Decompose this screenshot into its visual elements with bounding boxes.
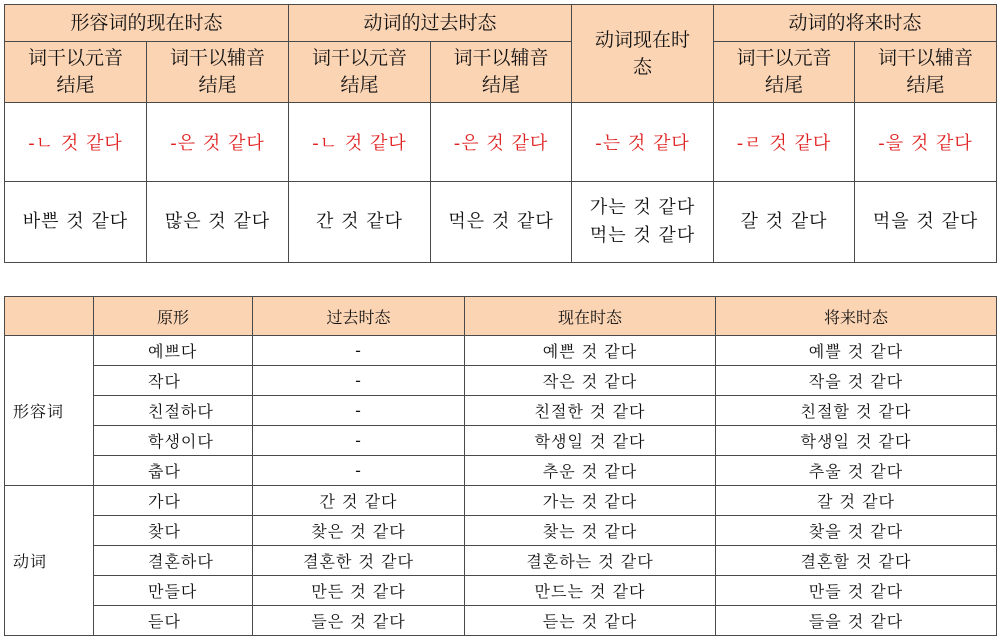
cell-base: 작다 [94, 366, 253, 396]
group-label-adjective: 形容词 [5, 336, 94, 486]
cell-present: 예쁜 것 같다 [465, 336, 716, 366]
subheader-line2: 结尾 [906, 74, 945, 96]
subheader-line1: 词干以辅音 [453, 47, 549, 69]
cell-future: 친절할 것 같다 [716, 396, 997, 426]
cell-future: 학생일 것 같다 [716, 426, 997, 456]
cell-base: 예쁘다 [94, 336, 253, 366]
example-past-vowel: 간 것 같다 [289, 182, 431, 263]
cell-present: 추운 것 같다 [465, 456, 716, 486]
cell-past: 간 것 같다 [253, 486, 465, 516]
subheader-line1: 词干以元音 [736, 47, 832, 69]
cell-past: - [253, 426, 465, 456]
group-label-verb: 动词 [5, 486, 94, 636]
header-empty [5, 297, 94, 336]
subheader-adj-vowel [5, 42, 147, 103]
example-future-vowel: 갈 것 같다 [714, 182, 855, 263]
cell-past: 만든 것 같다 [253, 576, 465, 606]
subheader-line2: 结尾 [482, 74, 521, 96]
cell-future: 갈 것 같다 [716, 486, 997, 516]
cell-present: 듣는 것 같다 [465, 606, 716, 636]
cell-future: 결혼할 것 같다 [716, 546, 997, 576]
example-future-consonant: 먹을 것 같다 [855, 182, 997, 263]
cell-base: 찾다 [94, 516, 253, 546]
header-verb-future: 动词的将来时态 [714, 5, 997, 42]
cell-future: 작을 것 같다 [716, 366, 997, 396]
ending-past-vowel: -ㄴ 것 같다 [289, 103, 431, 182]
ending-present: -는 것 같다 [572, 103, 714, 182]
cell-present: 결혼하는 것 같다 [465, 546, 716, 576]
example-present [572, 182, 714, 263]
cell-future: 추울 것 같다 [716, 456, 997, 486]
example-past-consonant: 먹은 것 같다 [431, 182, 572, 263]
subheader-line2: 结尾 [56, 74, 95, 96]
subheader-line1: 词干以辅音 [878, 47, 974, 69]
cell-present: 만드는 것 같다 [465, 576, 716, 606]
ending-future-consonant: -을 것 같다 [855, 103, 997, 182]
cell-past: - [253, 456, 465, 486]
cell-present: 찾는 것 같다 [465, 516, 716, 546]
cell-future: 예쁠 것 같다 [716, 336, 997, 366]
cell-base: 결혼하다 [94, 546, 253, 576]
ending-future-vowel: -ㄹ 것 같다 [714, 103, 855, 182]
header-future: 将来时态 [716, 297, 997, 336]
word-examples-table [4, 296, 997, 636]
cell-past: - [253, 336, 465, 366]
subheader-future-consonant [855, 42, 997, 103]
subheader-line2: 结尾 [340, 74, 379, 96]
cell-present: 친절한 것 같다 [465, 396, 716, 426]
example-present-line2: 먹는 것 같다 [589, 225, 696, 246]
header-present: 现在时态 [465, 297, 716, 336]
subheader-line1: 词干以元音 [27, 47, 123, 69]
cell-future: 들을 것 같다 [716, 606, 997, 636]
cell-future: 찾을 것 같다 [716, 516, 997, 546]
cell-base: 만들다 [94, 576, 253, 606]
ending-adj-consonant: -은 것 같다 [147, 103, 289, 182]
subheader-line1: 词干以元音 [312, 47, 408, 69]
header-verb-present [572, 5, 714, 103]
cell-past: - [253, 396, 465, 426]
subheader-line2: 结尾 [198, 74, 237, 96]
subheader-line2: 结尾 [765, 74, 804, 96]
example-adj-vowel: 바쁜 것 같다 [5, 182, 147, 263]
cell-base: 듣다 [94, 606, 253, 636]
ending-adj-vowel: -ㄴ 것 같다 [5, 103, 147, 182]
ending-past-consonant: -은 것 같다 [431, 103, 572, 182]
cell-past: 결혼한 것 같다 [253, 546, 465, 576]
header-verb-past: 动词的过去时态 [289, 5, 572, 42]
cell-present: 가는 것 같다 [465, 486, 716, 516]
conjugation-rules-table [4, 4, 997, 263]
example-adj-consonant: 많은 것 같다 [147, 182, 289, 263]
cell-base: 학생이다 [94, 426, 253, 456]
header-base: 原形 [94, 297, 253, 336]
subheader-future-vowel [714, 42, 855, 103]
header-verb-present-text: 动词现在时态 [595, 28, 691, 78]
subheader-past-consonant [431, 42, 572, 103]
cell-present: 학생일 것 같다 [465, 426, 716, 456]
cell-base: 친절하다 [94, 396, 253, 426]
cell-past: 찾은 것 같다 [253, 516, 465, 546]
cell-future: 만들 것 같다 [716, 576, 997, 606]
header-adj-present: 形容词的现在时态 [5, 5, 289, 42]
subheader-past-vowel [289, 42, 431, 103]
cell-past: 들은 것 같다 [253, 606, 465, 636]
cell-base: 가다 [94, 486, 253, 516]
header-past: 过去时态 [253, 297, 465, 336]
cell-past: - [253, 366, 465, 396]
subheader-line1: 词干以辅音 [170, 47, 266, 69]
cell-base: 춥다 [94, 456, 253, 486]
cell-present: 작은 것 같다 [465, 366, 716, 396]
subheader-adj-consonant [147, 42, 289, 103]
example-present-line1: 가는 것 같다 [589, 197, 696, 218]
